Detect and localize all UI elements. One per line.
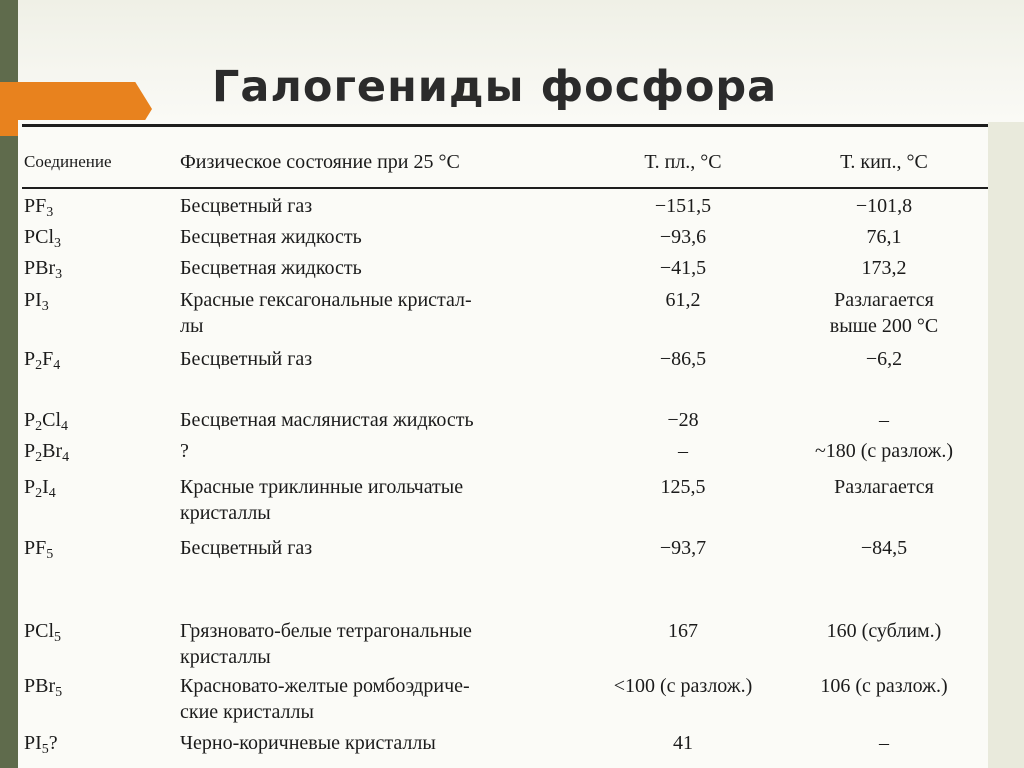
- table-row-state: [180, 287, 472, 339]
- table-row-state: [180, 407, 474, 433]
- boiling-point-line: ~180 (с разлож.): [814, 440, 954, 462]
- table-row-state: [180, 730, 436, 756]
- table-row-melting-point: 41: [673, 732, 693, 754]
- boiling-point-line: –: [879, 732, 889, 754]
- table-row-melting-point: <100 (с разлож.): [613, 675, 753, 697]
- compound-part: P: [24, 409, 36, 431]
- boiling-point-line: 160 (сублим.): [826, 620, 942, 642]
- state-line: Бесцветный газ: [180, 348, 313, 370]
- header-melting-point: Т. пл., °C: [644, 151, 722, 173]
- compound-subscript: 5: [55, 685, 63, 700]
- table-row-melting-point: −41,5: [659, 257, 707, 279]
- compound-subscript: 3: [55, 267, 63, 282]
- table-header-rule: [22, 187, 988, 189]
- table-row-boiling-point: [786, 193, 982, 219]
- table-row-compound: [24, 193, 53, 226]
- compound-subscript: 2: [35, 419, 43, 434]
- compound-part: Br: [42, 440, 63, 462]
- state-line: Красновато-желтые ромбоэдриче-: [180, 675, 470, 697]
- state-line: Красные гексагональные кристал-: [180, 289, 472, 311]
- table-row-state: [180, 474, 463, 526]
- table-row-boiling-point: [786, 673, 982, 699]
- state-line: кристаллы: [180, 646, 271, 668]
- table-row-state: [180, 535, 312, 561]
- compound-subscript: 5: [41, 742, 49, 757]
- table-row-boiling-point: [786, 438, 982, 464]
- compound-subscript: 3: [46, 205, 54, 220]
- compound-part: I: [42, 476, 49, 498]
- compound-part: P: [24, 440, 36, 462]
- table-row-state: [180, 438, 189, 464]
- state-line: ?: [180, 440, 189, 462]
- compound-subscript: 5: [46, 547, 54, 562]
- table-row-compound: [24, 730, 58, 763]
- state-line: кристаллы: [180, 502, 271, 524]
- compound-subscript: 4: [48, 486, 56, 501]
- compound-part: PI: [24, 289, 42, 311]
- compound-subscript: 4: [53, 358, 61, 373]
- boiling-point-line: Разлагается: [834, 289, 934, 311]
- state-line: Черно-коричневые кристаллы: [180, 732, 436, 754]
- table-row-boiling-point: [786, 535, 982, 561]
- state-line: ские кристаллы: [180, 701, 314, 723]
- compound-subscript: 4: [61, 419, 69, 434]
- compound-part: ?: [48, 732, 58, 754]
- table-row-melting-point: −28: [667, 409, 699, 431]
- table-row-state: [180, 193, 312, 219]
- boiling-point-line: –: [879, 409, 889, 431]
- state-line: лы: [180, 315, 204, 337]
- compound-subscript: 2: [35, 486, 43, 501]
- table-row-compound: [24, 255, 62, 288]
- table-row-boiling-point: [786, 224, 982, 250]
- table-row-state: [180, 673, 470, 725]
- table-row-melting-point: −93,6: [659, 226, 707, 248]
- compound-part: PF: [24, 537, 47, 559]
- table-row-melting-point: 167: [668, 620, 698, 642]
- compound-part: PCl: [24, 620, 55, 642]
- table-row-boiling-point: [786, 618, 982, 644]
- table-row-compound: [24, 407, 68, 440]
- header-state: Физическое состояние при 25 °C: [180, 151, 460, 173]
- boiling-point-line: −84,5: [860, 537, 908, 559]
- table-row-melting-point: –: [678, 440, 688, 462]
- state-line: Бесцветный газ: [180, 537, 313, 559]
- compound-subscript: 2: [35, 450, 43, 465]
- compound-part: PI: [24, 732, 42, 754]
- state-line: Бесцветная маслянистая жидкость: [180, 409, 474, 431]
- table-row-compound: [24, 438, 69, 471]
- table-top-rule: [22, 124, 988, 127]
- boiling-point-line: 173,2: [861, 257, 907, 279]
- table-row-compound: [24, 673, 62, 706]
- table-row-state: [180, 346, 312, 372]
- table-row-boiling-point: [786, 730, 982, 756]
- table-row-state: [180, 618, 472, 670]
- state-line: Грязновато-белые тетрагональные: [180, 620, 472, 642]
- table-row-boiling-point: [786, 287, 982, 339]
- table-row-melting-point: 125,5: [660, 476, 706, 498]
- table-row-boiling-point: [786, 407, 982, 433]
- table-row-boiling-point: [786, 346, 982, 372]
- compound-subscript: 3: [54, 236, 62, 251]
- page-title: Галогениды фосфора: [212, 62, 778, 112]
- table-row-compound: [24, 535, 53, 568]
- compound-subscript: 4: [62, 450, 70, 465]
- table-row-melting-point: 61,2: [665, 289, 701, 311]
- compound-part: P: [24, 348, 36, 370]
- state-line: Красные триклинные игольчатые: [180, 476, 464, 498]
- compound-part: PF: [24, 195, 47, 217]
- compound-subscript: 2: [35, 358, 43, 373]
- compound-part: PCl: [24, 226, 55, 248]
- compound-part: P: [24, 476, 36, 498]
- table-row-melting-point: −86,5: [659, 348, 707, 370]
- table-row-compound: [24, 618, 61, 651]
- compound-subscript: 3: [41, 299, 49, 314]
- table-row-compound: [24, 287, 49, 320]
- boiling-point-line: Разлагается: [834, 476, 934, 498]
- boiling-point-line: −101,8: [855, 195, 913, 217]
- table-row-compound: [24, 474, 56, 507]
- header-compound: Соединение: [24, 152, 112, 171]
- table-row-compound: [24, 224, 61, 257]
- compound-part: F: [42, 348, 54, 370]
- boiling-point-line: 76,1: [866, 226, 902, 248]
- table-row-boiling-point: [786, 255, 982, 281]
- header-boiling-point: Т. кип., °C: [840, 151, 928, 173]
- table-row-boiling-point: [786, 474, 982, 500]
- state-line: Бесцветная жидкость: [180, 257, 362, 279]
- boiling-point-line: −6,2: [865, 348, 903, 370]
- table-row-state: [180, 224, 362, 250]
- table-row-state: [180, 255, 362, 281]
- state-line: Бесцветный газ: [180, 195, 313, 217]
- table-row-melting-point: −93,7: [659, 537, 707, 559]
- compound-part: PBr: [24, 257, 56, 279]
- state-line: Бесцветная жидкость: [180, 226, 362, 248]
- compound-part: Cl: [42, 409, 62, 431]
- table-row-melting-point: −151,5: [654, 195, 712, 217]
- compound-subscript: 5: [54, 630, 62, 645]
- halides-table: [18, 120, 988, 768]
- table-row-compound: [24, 346, 60, 379]
- boiling-point-line: выше 200 °C: [829, 315, 939, 337]
- boiling-point-line: 106 (с разлож.): [820, 675, 948, 697]
- compound-part: PBr: [24, 675, 56, 697]
